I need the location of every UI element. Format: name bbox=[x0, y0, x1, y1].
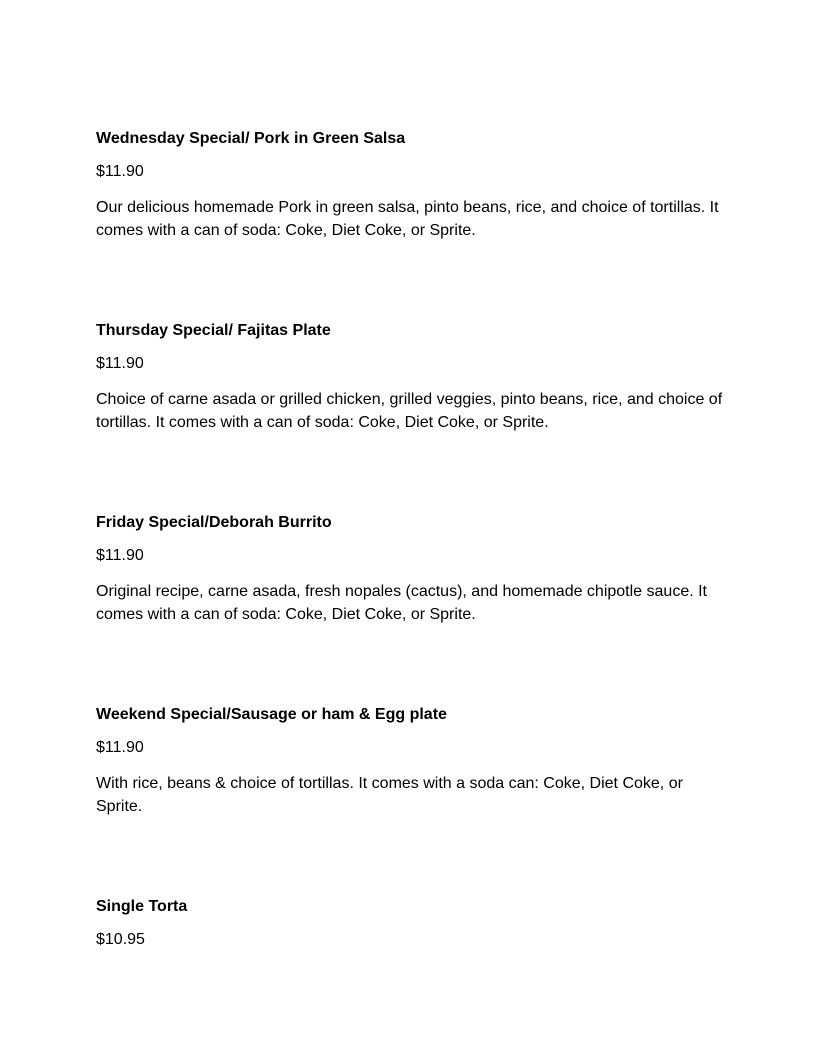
item-title: Thursday Special/ Fajitas Plate bbox=[96, 322, 331, 339]
item-description: With rice, beans & choice of tortillas. It comes with a soda can: Coke, Diet Coke, or Sprite. bbox=[96, 775, 683, 815]
menu-item-wednesday-special bbox=[96, 129, 736, 242]
item-description: Original recipe, carne asada, fresh nopales (cactus), and homemade chipotle sauce. It comes with a can of soda: Coke, Diet Coke, or Sprite. bbox=[96, 583, 707, 623]
item-price: $10.95 bbox=[96, 931, 145, 948]
menu-item-thursday-special bbox=[96, 321, 736, 434]
item-description: Our delicious homemade Pork in green salsa, pinto beans, rice, and choice of tortillas. It comes with a can of soda: Coke, Diet Coke, or Sprite. bbox=[96, 199, 719, 239]
item-title: Friday Special/Deborah Burrito bbox=[96, 514, 332, 531]
item-title: Single Torta bbox=[96, 898, 188, 915]
item-price: $11.90 bbox=[96, 739, 144, 756]
menu-item-single-torta bbox=[96, 897, 736, 950]
menu-page bbox=[96, 0, 736, 1056]
item-description: Choice of carne asada or grilled chicken, grilled veggies, pinto beans, rice, and choice of tortillas. It comes with a can of soda: Coke, Diet Coke, or Sprite. bbox=[96, 391, 723, 431]
menu-item-friday-special bbox=[96, 513, 736, 626]
item-price: $11.90 bbox=[96, 355, 144, 372]
menu-item-weekend-special bbox=[96, 705, 736, 818]
item-price: $11.90 bbox=[96, 163, 144, 180]
item-title: Weekend Special/Sausage or ham & Egg plate bbox=[96, 706, 447, 723]
item-price: $11.90 bbox=[96, 547, 144, 564]
item-title: Wednesday Special/ Pork in Green Salsa bbox=[96, 130, 406, 147]
